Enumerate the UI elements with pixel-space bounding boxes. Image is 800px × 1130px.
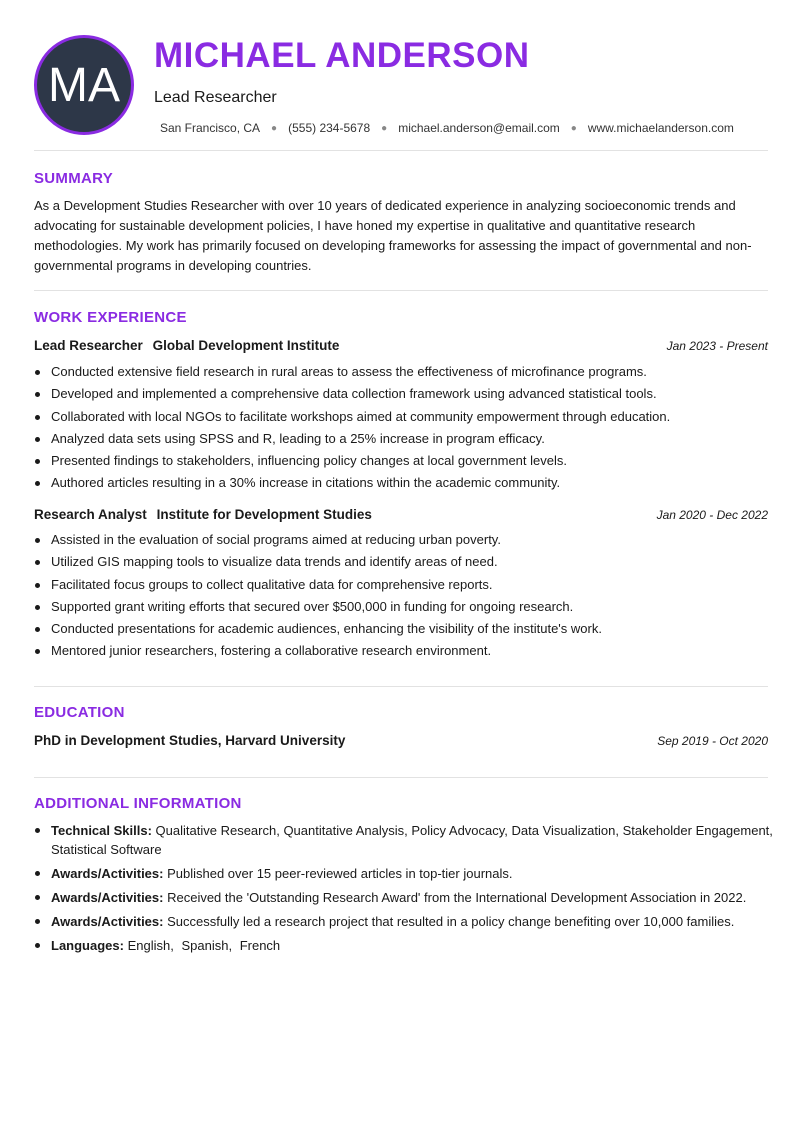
item-text: Successfully led a research project that resulted in a policy change benefiting over 10,000 families. — [167, 914, 735, 929]
list-item: Assisted in the evaluation of social programs aimed at reducing urban poverty. — [51, 529, 785, 551]
job-organization: Global Development Institute — [152, 338, 340, 353]
education-entry — [34, 733, 768, 748]
list-item: Presented findings to stakeholders, influencing policy changes at local government levels. — [51, 450, 785, 472]
summary-text: As a Development Studies Researcher with over 10 years of dedicated experience in analyzing socioeconomic trends and advocating for sustainable development policies, I have honed my expertise in qualitative and quantitative research methodologies. My work has primarily focused on developing frameworks for assessing the impact of governmental and non-governmental programs in developing countries. — [34, 198, 752, 273]
section-divider — [34, 290, 768, 291]
list-item: Mentored junior researchers, fostering a collaborative research environment. — [51, 640, 785, 662]
contact-line — [160, 121, 734, 135]
section-divider — [34, 777, 768, 778]
item-text: Qualitative Research, Quantitative Analysis, Policy Advocacy, Data Visualization, Stakeholder Engagement, Statistical Software — [51, 823, 773, 857]
list-item: Facilitated focus groups to collect qualitative data for comprehensive reports. — [51, 574, 785, 596]
education-degree: PhD in Development Studies, Harvard University — [34, 733, 346, 748]
list-item: Supported grant writing efforts that secured over $500,000 in funding for ongoing research. — [51, 596, 785, 618]
language: French — [239, 938, 281, 953]
list-item: Analyzed data sets using SPSS and R, leading to a 25% increase in program efficacy. — [51, 428, 785, 450]
job-role: Lead Researcher — [34, 338, 143, 353]
contact-phone[interactable]: (555) 234-5678 — [288, 121, 371, 135]
list-item: Conducted extensive field research in rural areas to assess the effectiveness of microfinance programs. — [51, 361, 785, 383]
item-label: Awards/Activities: — [51, 890, 164, 905]
list-item — [51, 912, 785, 931]
contact-website[interactable]: www.michaelanderson.com — [587, 121, 734, 135]
separator-dot-icon: ● — [570, 122, 577, 134]
job-dates: Jan 2023 - Present — [666, 339, 768, 353]
item-text: Published over 15 peer-reviewed articles in top-tier journals. — [167, 866, 513, 881]
avatar — [34, 35, 134, 135]
job-header — [34, 338, 768, 353]
item-label: Languages: — [51, 938, 124, 953]
item-label: Technical Skills: — [51, 823, 152, 838]
contact-email[interactable]: michael.anderson@email.com — [398, 121, 560, 135]
list-item: Developed and implemented a comprehensive data collection framework using advanced statistical tools. — [51, 383, 785, 405]
languages-item — [51, 936, 785, 955]
section-divider — [34, 686, 768, 687]
list-item — [51, 888, 785, 907]
avatar-initials: MA — [48, 58, 120, 112]
job-bullet-list — [34, 361, 785, 495]
language: Spanish, — [181, 938, 233, 953]
education-dates: Sep 2019 - Oct 2020 — [657, 734, 768, 748]
item-label: Awards/Activities: — [51, 866, 164, 881]
job-role: Research Analyst — [34, 507, 147, 522]
education-heading: EDUCATION — [34, 704, 125, 721]
list-item — [51, 864, 785, 883]
language: English, — [127, 938, 174, 953]
job-bullet-list — [34, 529, 785, 663]
item-label: Awards/Activities: — [51, 914, 164, 929]
list-item: Collaborated with local NGOs to facilitate workshops aimed at community empowerment through education. — [51, 406, 785, 428]
separator-dot-icon: ● — [271, 122, 278, 134]
list-item — [51, 821, 785, 859]
section-divider — [34, 150, 768, 151]
list-item: Authored articles resulting in a 30% increase in citations within the academic community. — [51, 472, 785, 494]
job-header — [34, 507, 768, 522]
summary-heading: SUMMARY — [34, 170, 114, 187]
additional-list — [34, 821, 785, 960]
separator-dot-icon: ● — [381, 122, 388, 134]
list-item: Conducted presentations for academic audiences, enhancing the visibility of the institute's work. — [51, 618, 785, 640]
job-organization: Institute for Development Studies — [156, 507, 372, 522]
item-text: Received the 'Outstanding Research Award' from the International Development Association in 2022. — [167, 890, 747, 905]
job-dates: Jan 2020 - Dec 2022 — [656, 508, 768, 522]
contact-location: San Francisco, CA — [160, 121, 261, 135]
candidate-name: MICHAEL ANDERSON — [154, 36, 530, 75]
experience-heading: WORK EXPERIENCE — [34, 309, 187, 326]
candidate-title: Lead Researcher — [154, 89, 277, 106]
list-item: Utilized GIS mapping tools to visualize data trends and identify areas of need. — [51, 551, 785, 573]
additional-heading: ADDITIONAL INFORMATION — [34, 795, 242, 812]
